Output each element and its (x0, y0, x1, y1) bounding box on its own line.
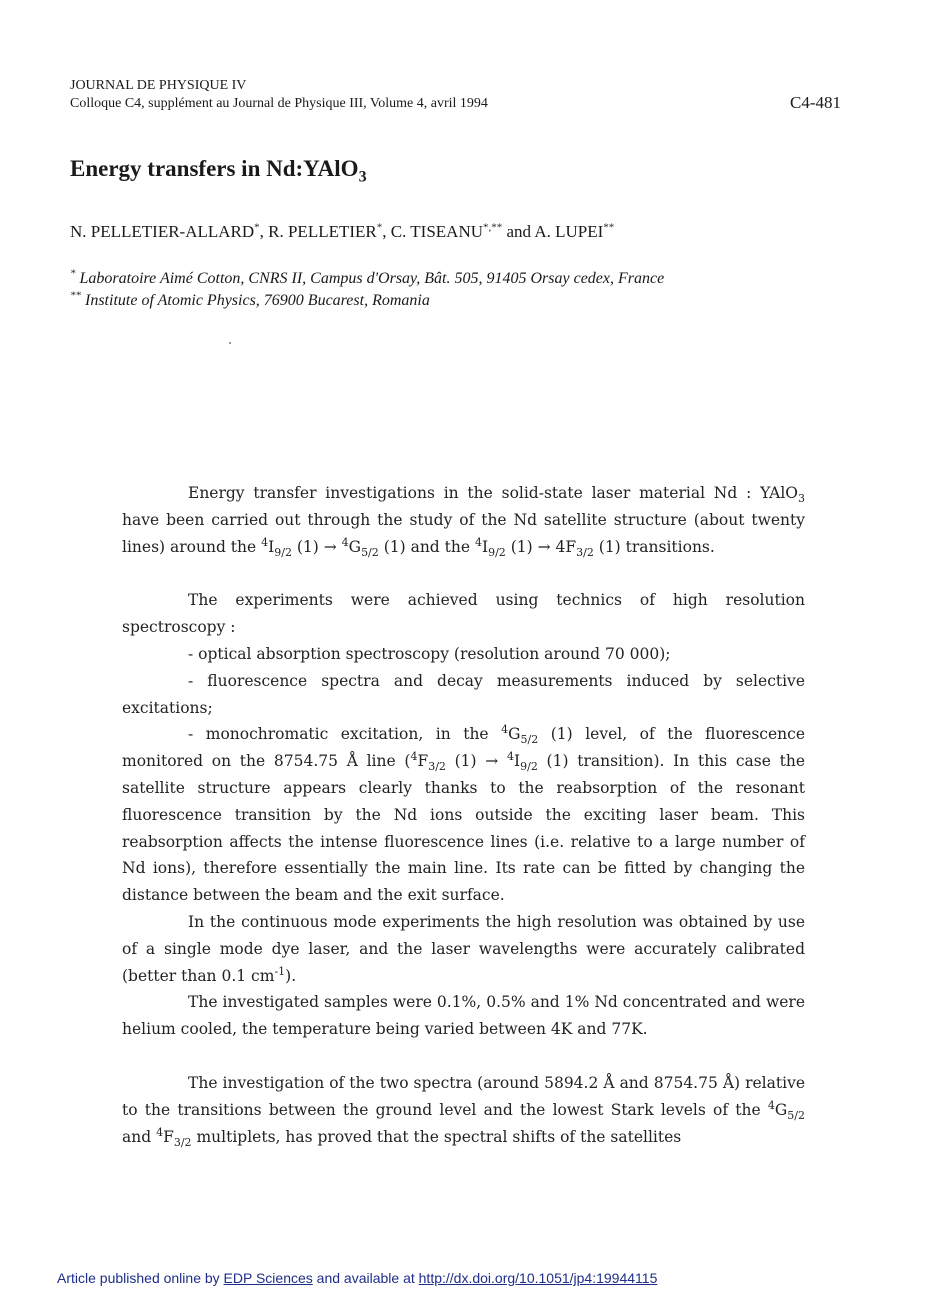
doi-link[interactable]: http://dx.doi.org/10.1051/jp4:19944115 (418, 1270, 658, 1286)
author-list (70, 222, 614, 242)
affiliation-text: Institute of Atomic Physics, 76900 Bucarest, Romania (81, 292, 430, 309)
colloque-line: Colloque C4, supplément au Journal de Physique III, Volume 4, avril 1994 (70, 96, 488, 111)
author-mark: * (376, 221, 383, 234)
affiliation-mark: ** (70, 289, 81, 302)
affiliation-text: Laboratoire Aimé Cotton, CNRS II, Campus d'Orsay, Bât. 505, 91405 Orsay cedex, France (75, 270, 665, 287)
footer-text: Article published online by (57, 1270, 224, 1286)
publication-footer (57, 1270, 657, 1286)
paragraph: The experiments were achieved using technics of high resolution spectroscopy : (122, 591, 805, 637)
list-item: - monochromatic excitation, in the $^4G_{5/2}$ (1) level, of the fluorescence monitored on the 8754.75 Å line ($^4F_{3/2}$ $(1) \to ^4I_{9/2}$ (1) transition). In this case the satellite structure appears clearly thanks to the reabsorption of the resonant fluorescence transition by the Nd ions outside the exciting laser beam. This reabsorption affects the intense fluorescence lines (i.e. relative to a large number of Nd ions), therefore essentially the main line. Its rate can be fitted by changing the distance between the beam and the exit surface. (122, 723, 805, 905)
affiliation (70, 289, 430, 310)
journal-name: JOURNAL DE PHYSIQUE IV (70, 78, 247, 93)
affiliation-mark: * (70, 267, 76, 280)
paragraph: The investigation of the two spectra (around 5894.2 Å and 8754.75 Å) relative to the transitions between the ground level and the lowest Stark levels of the $^4G_{5/2}$ and $^4F_{3/2}$ multiplets, has proved that the spectral shifts of the satellites (122, 1073, 805, 1149)
list-item: - fluorescence spectra and decay measurements induced by selective excitations; (122, 671, 805, 717)
paper-title (70, 156, 367, 186)
author: , C. TISEANU (382, 222, 483, 241)
page-number: C4-481 (790, 93, 841, 112)
author-mark: *,** (483, 221, 503, 234)
body-text (122, 480, 805, 1150)
title-subscript: 3 (358, 168, 367, 186)
author-mark: * (254, 221, 260, 234)
scan-speck (229, 342, 231, 344)
title-text: Energy transfers in Nd:YAlO (70, 156, 359, 181)
paragraph: In the continuous mode experiments the high resolution was obtained by use of a single mode dye laser, and the laser wavelengths were accurately calibrated (better than 0.1 $cm^{-1}$). (122, 912, 805, 985)
footer-text: and available at (312, 1270, 419, 1286)
paragraph: The investigated samples were 0.1%, 0.5% and 1% Nd concentrated and were helium cooled, the temperature being varied between 4K and 77K. (122, 993, 805, 1039)
paragraph: Energy transfer investigations in the solid-state laser material Nd : YAlO$_3$ have been carried out through the study of the Nd satellite structure (about twenty lines) around the $^4I_{9/2}$ $(1) \to ^4G_{5/2}$ (1) and the $^4I_{9/2}$ $(1) \to 4F_{3/2}$ (1) transitions. (122, 484, 805, 559)
publisher-link[interactable]: EDP Sciences (223, 1270, 313, 1286)
author: and A. LUPEI (502, 222, 604, 241)
list-item: - optical absorption spectroscopy (resolution around 70 000); (188, 644, 671, 663)
author: N. PELLETIER-ALLARD (70, 222, 255, 241)
author: , R. PELLETIER (259, 222, 377, 241)
affiliation (70, 267, 665, 288)
author-mark: ** (603, 221, 615, 234)
